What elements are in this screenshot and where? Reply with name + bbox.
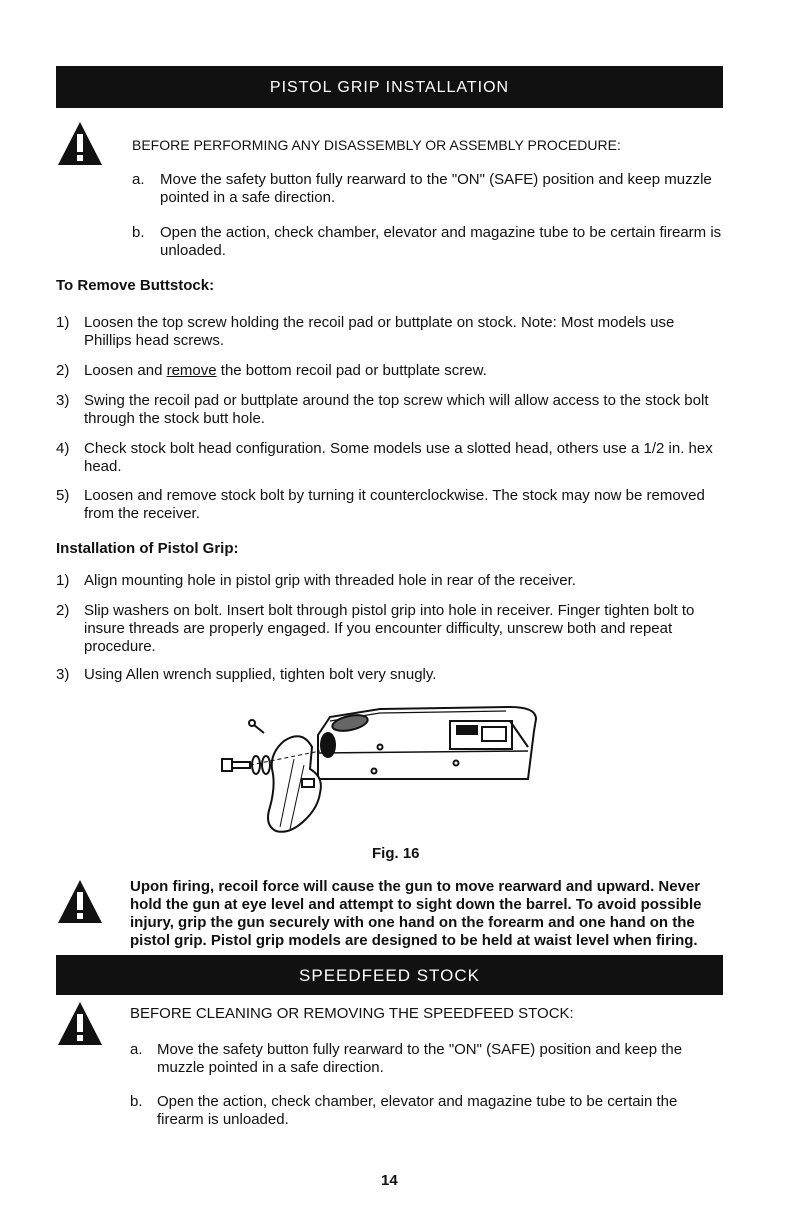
list-item: Loosen the top screw holding the recoil pad or buttplate on stock. Note: Most models use Phillips head screws. — [84, 314, 675, 349]
list-item: Check stock bolt head configuration. Some models use a slotted head, others use a 1/2 in. hex head. — [84, 440, 713, 475]
list-item — [84, 362, 725, 380]
list-marker: 5) — [56, 487, 70, 504]
step-marker: b. — [130, 1093, 143, 1110]
section-banner-pistol-grip: PISTOL GRIP INSTALLATION — [56, 66, 723, 108]
warning-intro: BEFORE PERFORMING ANY DISASSEMBLY OR ASSEMBLY PROCEDURE: — [132, 137, 621, 153]
warning-intro: BEFORE CLEANING OR REMOVING THE SPEEDFEED STOCK: — [130, 1005, 574, 1022]
list-marker: 3) — [56, 392, 70, 409]
pistol-grip-diagram — [210, 695, 550, 840]
heading-install-grip: Installation of Pistol Grip: — [56, 540, 239, 557]
underlined-word: remove — [166, 362, 217, 379]
step-marker: a. — [132, 171, 145, 188]
warning-triangle-icon — [56, 878, 104, 926]
step-text: Open the action, check chamber, elevator and magazine tube to be certain firearm is unloaded. — [160, 224, 722, 259]
list-marker: 4) — [56, 440, 70, 457]
step-text: Move the safety button fully rearward to the "ON" (SAFE) position and keep the muzzle pointed in a safe direction. — [157, 1041, 683, 1076]
list-item: Using Allen wrench supplied, tighten bolt very snugly. — [84, 666, 437, 683]
figure-caption: Fig. 16 — [372, 845, 420, 862]
step-text: Move the safety button fully rearward to the "ON" (SAFE) position and keep muzzle pointed in a safe direction. — [160, 171, 712, 206]
list-item: Loosen and remove stock bolt by turning it counterclockwise. The stock may now be removed from the receiver. — [84, 487, 705, 522]
step-marker: a. — [130, 1041, 143, 1058]
step-text: Open the action, check chamber, elevator and magazine tube to be certain the firearm is unloaded. — [157, 1093, 678, 1128]
list-marker: 1) — [56, 572, 70, 589]
warning-triangle-icon — [56, 120, 104, 168]
list-item-text: the bottom recoil pad or buttplate screw. — [216, 362, 487, 379]
heading-remove-buttstock: To Remove Buttstock: — [56, 277, 215, 294]
list-item-text: Loosen and — [84, 362, 167, 379]
list-marker: 2) — [56, 362, 70, 379]
list-marker: 1) — [56, 314, 70, 331]
list-item: Slip washers on bolt. Insert bolt through pistol grip into hole in receiver. Finger tighten bolt to insure threads are properly engaged. If you encounter difficulty, unscrew both and repeat procedure. — [84, 602, 695, 655]
step-marker: b. — [132, 224, 145, 241]
warning-triangle-icon — [56, 1000, 104, 1048]
list-marker: 3) — [56, 666, 70, 683]
list-item: Align mounting hole in pistol grip with threaded hole in rear of the receiver. — [84, 572, 576, 589]
recoil-warning: Upon firing, recoil force will cause the gun to move rearward and upward. Never hold the gun at eye level and attempt to sight down the barrel. To avoid possible injury, grip the gun securely with one hand on the forearm and one hand on the pistol grip. Pistol grip models are designed to be held at waist level when firing. — [130, 878, 702, 949]
section-banner-speedfeed: SPEEDFEED STOCK — [56, 955, 723, 995]
list-marker: 2) — [56, 602, 70, 619]
page-number: 14 — [381, 1172, 398, 1189]
list-item: Swing the recoil pad or buttplate around the top screw which will allow access to the stock bolt through the stock butt hole. — [84, 392, 709, 427]
